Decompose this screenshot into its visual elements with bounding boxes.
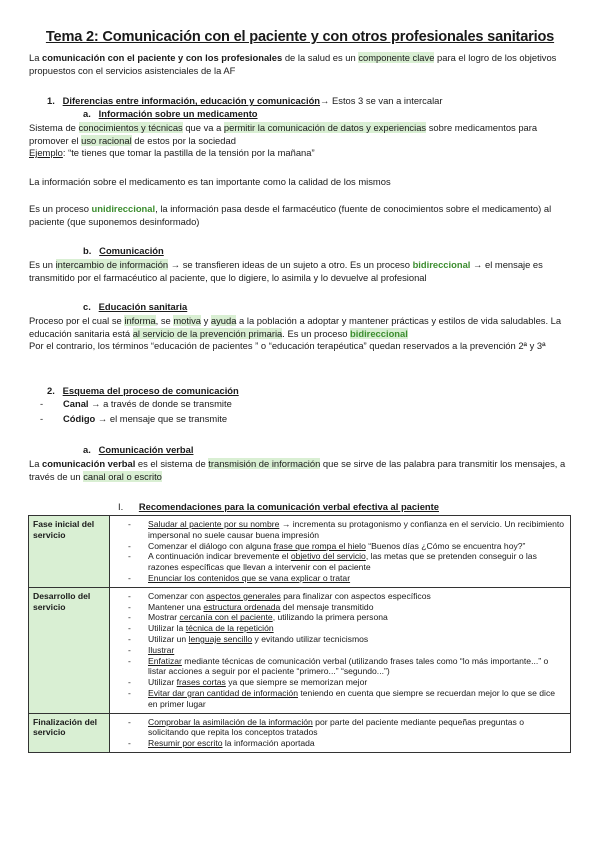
intro-paragraph: La comunicación con el paciente y con los profesionales de la salud es un componente clave para el logro de los objetivos propuestos con el servicios asistenciales de la AF — [29, 52, 557, 76]
list-item: - Comenzar con aspectos generales para finalizar con aspectos específicos — [128, 590, 431, 601]
list-item: - Mostrar cercanía con el paciente, utilizando la primera persona — [128, 612, 388, 623]
list-item: - A continuación indicar brevemente el objetivo del servicio, las metas que se pretenden conseguir o las razones específicas que llevan a intervenir con el paciente — [128, 551, 537, 573]
page-title: Tema 2: Comunicación con el paciente y con otros profesionales sanitarios — [45, 29, 555, 45]
list-item: - Enunciar los contenidos que se vana explicar o tratar — [128, 572, 351, 583]
section-verbal-heading: a. Comunicación verbal — [83, 444, 194, 455]
section-a-heading: a. Información sobre un medicamento — [83, 108, 258, 119]
row-content — [110, 713, 571, 752]
table-row — [29, 516, 571, 588]
list-item: - Comenzar el diálogo con alguna frase que rompa el hielo “Buenos días ¿Cómo se encuentra hoy?” — [128, 540, 526, 551]
list-item: - Resumir por escrito la información aportada — [128, 738, 315, 749]
table-row — [29, 713, 571, 752]
section-b-heading: b. Comunicación — [83, 245, 164, 256]
section-2-heading: 2. Esquema del proceso de comunicación — [47, 385, 239, 396]
list-item: - Utilizar la técnica de la repetición — [128, 623, 274, 634]
list-item: - Mantener una estructura ordenada del mensaje transmitido — [128, 601, 374, 612]
recommendations-table — [28, 515, 571, 753]
comunicacion-paragraph: Es un intercambio de información → se transfieren ideas de un sujeto a otro. Es un proceso bidireccional → el mensaje es transmitido por el farmacéutico al paciente, que lo digiere, lo asimila y lo devuelve al profesional — [29, 259, 543, 283]
row-heading: Finalización del servicio — [29, 713, 110, 752]
bullet-codigo: - Código → el mensaje que se transmite — [40, 413, 228, 424]
row-content — [110, 516, 571, 588]
list-item: - Saludar al paciente por su nombre → incrementa su protagonismo y confianza en el servicio. Un recibimiento impersonal no suele causar buena impresión — [128, 519, 565, 540]
medicamento-process: Es un proceso unidireccional, la información pasa desde el farmacéutico (fuente de conocimientos sobre el medicamento) al paciente (que suponemos desinformado) — [29, 203, 552, 227]
list-item: - Ilustrar — [128, 644, 175, 655]
educacion-paragraph: Proceso por el cual se informa, se motiva y ayuda a la población a adoptar y mantener prácticas y estilos de vida saludables. La educación sanitaria está al servicio de la prevención primaria. Es un proceso bidireccional Por el contrario, los términos “educación de pacientes ” o “educación terapéutica” quedan reservados a la prevención 2ª y 3ª — [29, 315, 562, 352]
verbal-paragraph: La comunicación verbal es el sistema de transmisión de información que se sirve de las palabra para transmitir los mensajes, a través de un canal oral o escrito — [29, 458, 566, 482]
table-heading: I. Recomendaciones para la comunicación verbal efectiva al paciente — [118, 501, 439, 512]
list-item: - Utilizar frases cortas ya que siempre se memorizan mejor — [128, 677, 368, 688]
list-item: - Comprobar la asimilación de la información por parte del paciente mediante pequeñas preguntas o solicitando que repita los conceptos tratados — [128, 716, 524, 738]
medicamento-definition: Sistema de conocimientos y técnicas que va a permitir la comunicación de datos y experiencias sobre medicamentos para promover el uso racional de estos por la sociedad Ejemplo: “te tienes que tomar la pastilla de la tensión por la mañana” — [29, 122, 538, 159]
table-row — [29, 587, 571, 713]
list-item: - Utilizar un lenguaje sencillo y evitando utilizar tecnicismos — [128, 633, 369, 644]
list-item: - Enfatizar mediante técnicas de comunicación verbal (utilizando frases tales como “lo más importante...” o listar acciones a seguir por el paciente “primero...” “segundo...”) — [128, 655, 549, 677]
row-content — [110, 587, 571, 713]
bullet-canal: - Canal → a través de donde se transmite — [40, 398, 232, 409]
row-heading: Desarrollo del servicio — [29, 587, 110, 713]
medicamento-importance: La información sobre el medicamento es tan importante como la calidad de los mismos — [29, 176, 391, 187]
section-c-heading: c. Educación sanitaria — [83, 301, 188, 312]
row-heading: Fase inicial del servicio — [29, 516, 110, 588]
section-1-heading: 1. Diferencias entre información, educación y comunicación→ Estos 3 se van a intercalar — [47, 95, 443, 106]
list-item: - Evitar dar gran cantidad de información teniendo en cuenta que siempre se recuerdan mejor lo que se dice en primer lugar — [128, 687, 556, 709]
